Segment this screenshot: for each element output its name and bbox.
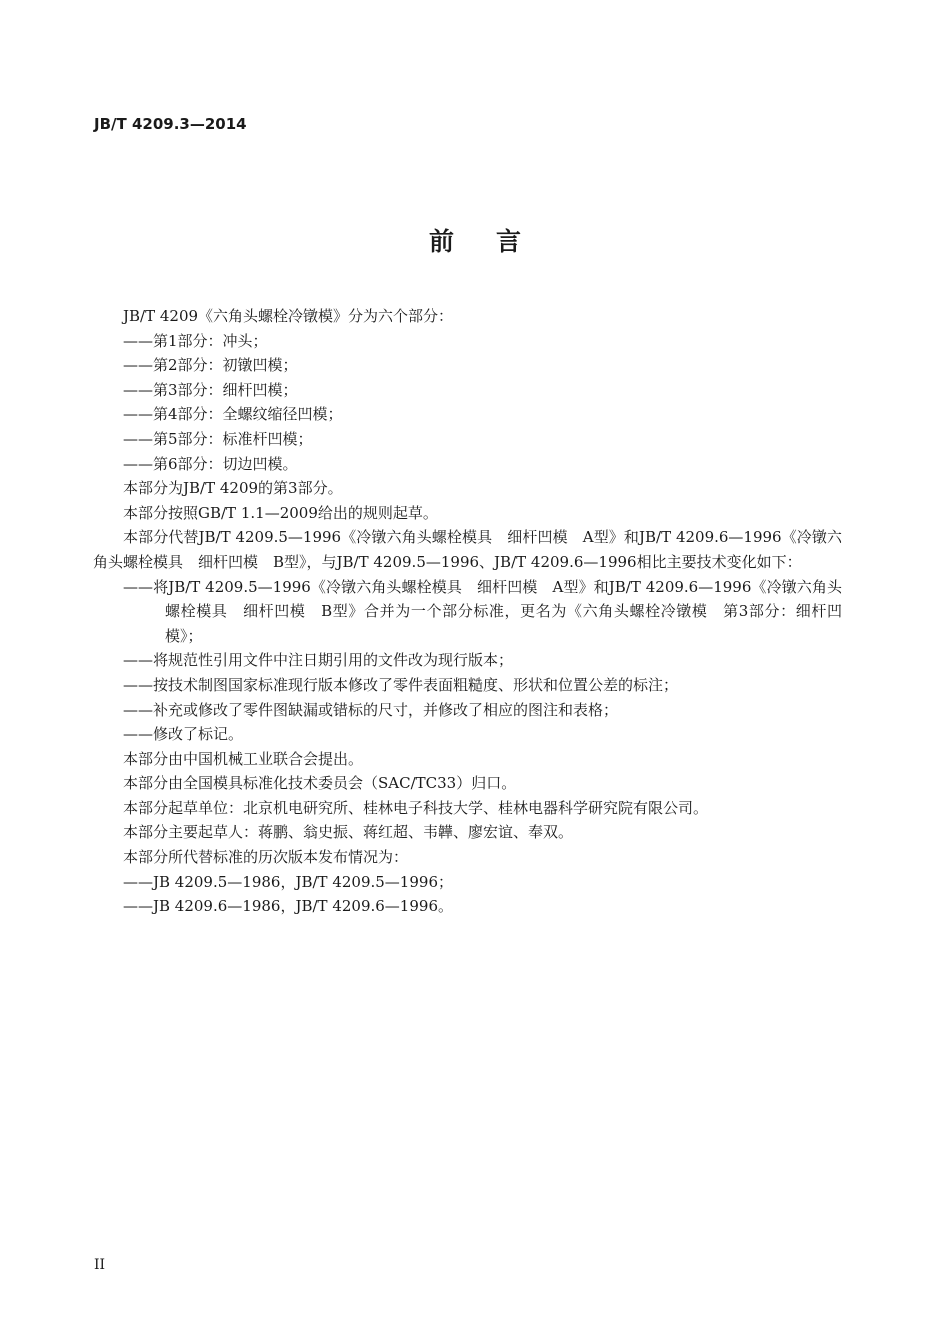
list-item: ——第4部分：全螺纹缩径凹模；: [123, 405, 343, 424]
list-item: ——将JB/T 4209.5—1996《冷镦六角头螺栓模具 细杆凹模 A型》和JB/T 4209.6—1996《冷镦六角头螺栓模具 细杆凹模 B型》合并为一个部分标准，更名为《六角头螺栓冷镦模 第3部分：细杆凹模》；: [123, 577, 842, 645]
paragraph: 本部分由全国模具标准化技术委员会（SAC/TC33）归口。: [123, 774, 517, 793]
paragraph: 本部分由中国机械工业联合会提出。: [123, 749, 364, 768]
list-item: ——第1部分：冲头；: [123, 331, 268, 350]
list-item: ——修改了标记。: [123, 725, 244, 744]
list-item: ——第6部分：切边凹模。: [123, 454, 298, 473]
list-item: ——第5部分：标准杆凹模；: [123, 429, 313, 448]
paragraph: 本部分按照GB/T 1.1—2009给出的规则起草。: [123, 503, 438, 522]
list-item: ——补充或修改了零件图缺漏或错标的尺寸，并修改了相应的图注和表格；: [123, 700, 619, 719]
list-item: ——JB 4209.6—1986，JB/T 4209.6—1996。: [123, 897, 453, 916]
list-item: ——将规范性引用文件中注日期引用的文件改为现行版本；: [123, 651, 514, 670]
page-number: II: [94, 1257, 106, 1273]
paragraph: JB/T 4209《六角头螺栓冷镦模》分为六个部分：: [123, 307, 454, 325]
page-title: 前言: [428, 227, 563, 256]
list-item: ——按技术制图国家标准现行版本修改了零件表面粗糙度、形状和位置公差的标注；: [123, 675, 679, 694]
list-item: ——第2部分：初镦凹模；: [123, 356, 298, 375]
list-item: ——JB 4209.5—1986，JB/T 4209.5—1996；: [123, 872, 453, 891]
paragraph: 本部分所代替标准的历次版本发布情况为：: [123, 848, 409, 867]
paragraph: 本部分为JB/T 4209的第3部分。: [123, 479, 343, 498]
standard-code: JB/T 4209.3—2014: [94, 115, 247, 133]
paragraph: 本部分起草单位：北京机电研究所、桂林电子科技大学、桂林电器科学研究院有限公司。: [123, 798, 709, 817]
foreword-body: [93, 304, 842, 919]
list-item: ——第3部分：细杆凹模；: [123, 380, 298, 399]
paragraph: 本部分代替JB/T 4209.5—1996《冷镦六角头螺栓模具 细杆凹模 A型》和JB/T 4209.6—1996《冷镦六角头螺栓模具 细杆凹模 B型》，与JB/T 4209.5—1996、JB/T 4209.6—1996相比主要技术变化如下：: [93, 528, 842, 571]
paragraph: 本部分主要起草人：蒋鹏、翁史振、蒋红超、韦韡、廖宏谊、奉双。: [123, 823, 574, 842]
